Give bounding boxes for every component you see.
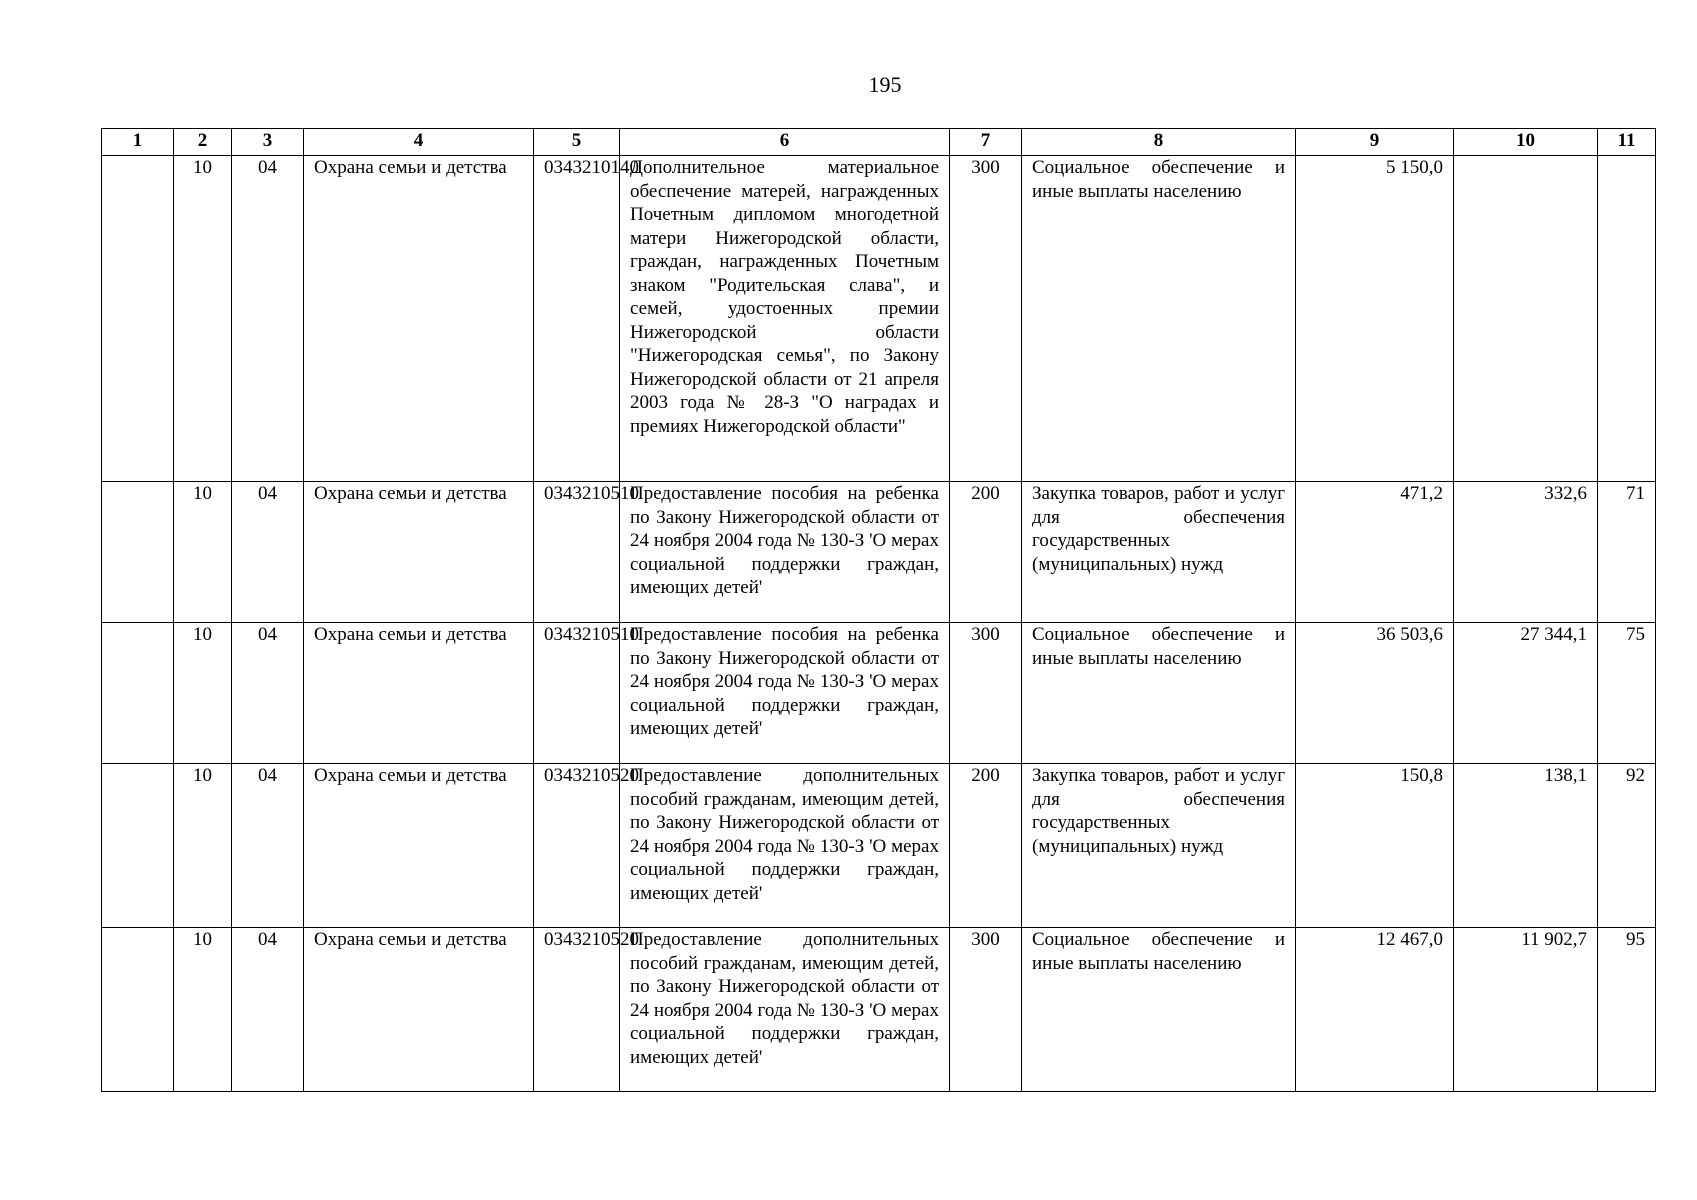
column-header: 7	[950, 129, 1022, 156]
target-code-cell: 0343210140	[534, 156, 620, 482]
row-number-cell	[102, 623, 174, 764]
actual-amount-cell	[1454, 156, 1598, 482]
table-row	[102, 482, 1656, 623]
column-header: 8	[1022, 129, 1296, 156]
percent-cell	[1598, 156, 1656, 482]
subsection-name-cell: Охрана семьи и детства	[304, 764, 534, 928]
row-number-cell	[102, 928, 174, 1092]
percent-cell: 95	[1598, 928, 1656, 1092]
page-number: 195	[868, 72, 902, 97]
row-number-cell	[102, 764, 174, 928]
target-code-cell: 0343210510	[534, 482, 620, 623]
table-row	[102, 623, 1656, 764]
expense-name-cell: Социальное обеспечение и иные выплаты населению	[1022, 156, 1296, 482]
expense-code-cell: 300	[950, 156, 1022, 482]
budget-table	[101, 128, 1656, 1092]
subsection-cell: 04	[232, 482, 304, 623]
target-code-cell: 0343210520	[534, 928, 620, 1092]
expense-name-cell: Социальное обеспечение и иные выплаты населению	[1022, 928, 1296, 1092]
column-header: 5	[534, 129, 620, 156]
section-cell: 10	[174, 156, 232, 482]
section-cell: 10	[174, 482, 232, 623]
target-name-cell: Предоставление пособия на ребенка по Закону Нижегородской области от 24 ноября 2004 года № 130-З 'О мерах социальной поддержки граждан, имеющих детей'	[620, 482, 950, 623]
subsection-name-cell: Охрана семьи и детства	[304, 928, 534, 1092]
planned-amount-cell: 150,8	[1296, 764, 1454, 928]
percent-cell: 75	[1598, 623, 1656, 764]
section-cell: 10	[174, 623, 232, 764]
target-name-cell: Предоставление дополнительных пособий гражданам, имеющим детей, по Закону Нижегородской области от 24 ноября 2004 года № 130-З 'О мерах социальной поддержки граждан, имеющих детей'	[620, 928, 950, 1092]
expense-code-cell: 300	[950, 928, 1022, 1092]
target-name-cell: Предоставление пособия на ребенка по Закону Нижегородской области от 24 ноября 2004 года № 130-З 'О мерах социальной поддержки граждан, имеющих детей'	[620, 623, 950, 764]
section-cell: 10	[174, 764, 232, 928]
column-header: 6	[620, 129, 950, 156]
expense-name-cell: Социальное обеспечение и иные выплаты населению	[1022, 623, 1296, 764]
table-row	[102, 928, 1656, 1092]
expense-code-cell: 200	[950, 764, 1022, 928]
column-header: 4	[304, 129, 534, 156]
actual-amount-cell: 138,1	[1454, 764, 1598, 928]
column-header: 10	[1454, 129, 1598, 156]
actual-amount-cell: 27 344,1	[1454, 623, 1598, 764]
subsection-cell: 04	[232, 764, 304, 928]
planned-amount-cell: 36 503,6	[1296, 623, 1454, 764]
subsection-cell: 04	[232, 928, 304, 1092]
expense-name-cell: Закупка товаров, работ и услуг для обеспечения государственных (муниципальных) нужд	[1022, 764, 1296, 928]
subsection-cell: 04	[232, 623, 304, 764]
column-header: 1	[102, 129, 174, 156]
expense-code-cell: 200	[950, 482, 1022, 623]
target-name-cell: Дополнительное материальное обеспечение матерей, награжденных Почетным дипломом многодетной матери Нижегородской области, граждан, награжденных Почетным знаком "Родительская слава", и семей, удостоенных премии Нижегородской области "Нижегородская семья", по Закону Нижегородской области от 21 апреля 2003 года № 28-З "О наградах и премиях Нижегородской области"	[620, 156, 950, 482]
target-name-cell: Предоставление дополнительных пособий гражданам, имеющим детей, по Закону Нижегородской области от 24 ноября 2004 года № 130-З 'О мерах социальной поддержки граждан, имеющих детей'	[620, 764, 950, 928]
column-header: 11	[1598, 129, 1656, 156]
subsection-name-cell: Охрана семьи и детства	[304, 623, 534, 764]
expense-code-cell: 300	[950, 623, 1022, 764]
actual-amount-cell: 332,6	[1454, 482, 1598, 623]
column-header: 3	[232, 129, 304, 156]
header-row	[102, 129, 1656, 156]
target-code-cell: 0343210520	[534, 764, 620, 928]
table-row	[102, 764, 1656, 928]
percent-cell: 71	[1598, 482, 1656, 623]
subsection-name-cell: Охрана семьи и детства	[304, 482, 534, 623]
actual-amount-cell: 11 902,7	[1454, 928, 1598, 1092]
subsection-name-cell: Охрана семьи и детства	[304, 156, 534, 482]
table-row	[102, 156, 1656, 482]
row-number-cell	[102, 482, 174, 623]
planned-amount-cell: 12 467,0	[1296, 928, 1454, 1092]
section-cell: 10	[174, 928, 232, 1092]
expense-name-cell: Закупка товаров, работ и услуг для обеспечения государственных (муниципальных) нужд	[1022, 482, 1296, 623]
target-code-cell: 0343210510	[534, 623, 620, 764]
planned-amount-cell: 471,2	[1296, 482, 1454, 623]
planned-amount-cell: 5 150,0	[1296, 156, 1454, 482]
row-number-cell	[102, 156, 174, 482]
column-header: 2	[174, 129, 232, 156]
column-header: 9	[1296, 129, 1454, 156]
percent-cell: 92	[1598, 764, 1656, 928]
subsection-cell: 04	[232, 156, 304, 482]
